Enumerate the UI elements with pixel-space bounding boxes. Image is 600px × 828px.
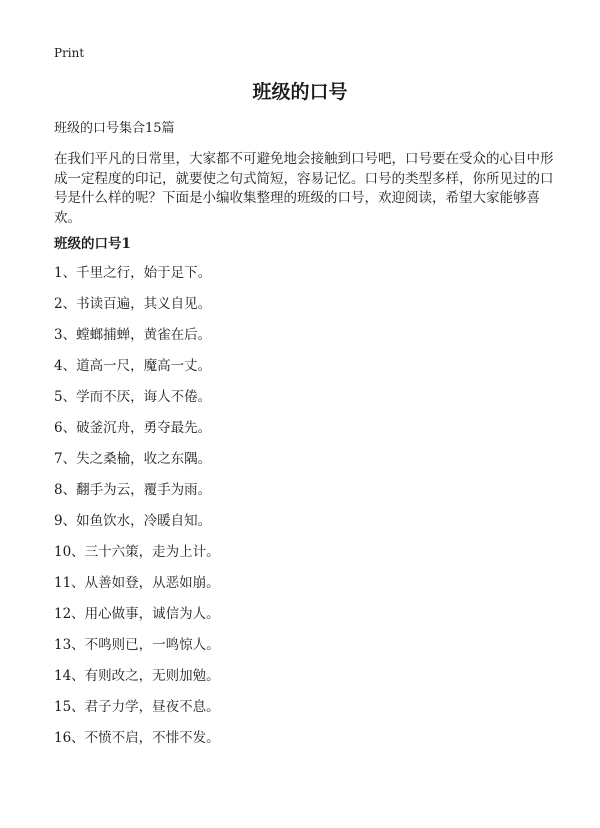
slogan-item: 16、不愤不启，不悱不发。 — [54, 730, 220, 746]
slogan-item: 7、失之桑榆，收之东隅。 — [54, 451, 212, 467]
slogan-item: 11、从善如登，从恶如崩。 — [54, 575, 220, 591]
slogan-item: 5、学而不厌，诲人不倦。 — [54, 389, 212, 405]
slogan-list — [54, 264, 220, 760]
slogan-item: 12、用心做事，诚信为人。 — [54, 606, 220, 622]
slogan-item: 6、破釜沉舟，勇夺最先。 — [54, 420, 212, 436]
section-heading: 班级的口号1 — [54, 236, 131, 252]
page-title: 班级的口号 — [252, 81, 348, 103]
slogan-item: 13、不鸣则已，一鸣惊人。 — [54, 637, 220, 653]
slogan-item: 2、书读百遍，其义自见。 — [54, 296, 212, 312]
slogan-item: 1、千里之行，始于足下。 — [54, 265, 212, 281]
slogan-item: 15、君子力学，昼夜不息。 — [54, 699, 220, 715]
slogan-item: 3、螳螂捕蝉，黄雀在后。 — [54, 327, 212, 343]
slogan-item: 8、翻手为云，覆手为雨。 — [54, 482, 212, 498]
slogan-item: 14、有则改之，无则加勉。 — [54, 668, 220, 684]
print-link[interactable]: Print — [54, 46, 85, 60]
intro-paragraph: 在我们平凡的日常里，大家都不可避免地会接触到口号吧，口号要在受众的心目中形成一定程度的印记，就要使之句式简短，容易记忆。口号的类型多样，你所见过的口号是什么样的呢？下面是小编收集整理的班级的口号，欢迎阅读，希望大家能够喜欢。 — [54, 151, 554, 226]
subtitle: 班级的口号集合15篇 — [54, 121, 175, 136]
slogan-item: 9、如鱼饮水，冷暖自知。 — [54, 513, 212, 529]
slogan-item: 10、三十六策，走为上计。 — [54, 544, 220, 560]
slogan-item: 4、道高一尺，魔高一丈。 — [54, 358, 212, 374]
